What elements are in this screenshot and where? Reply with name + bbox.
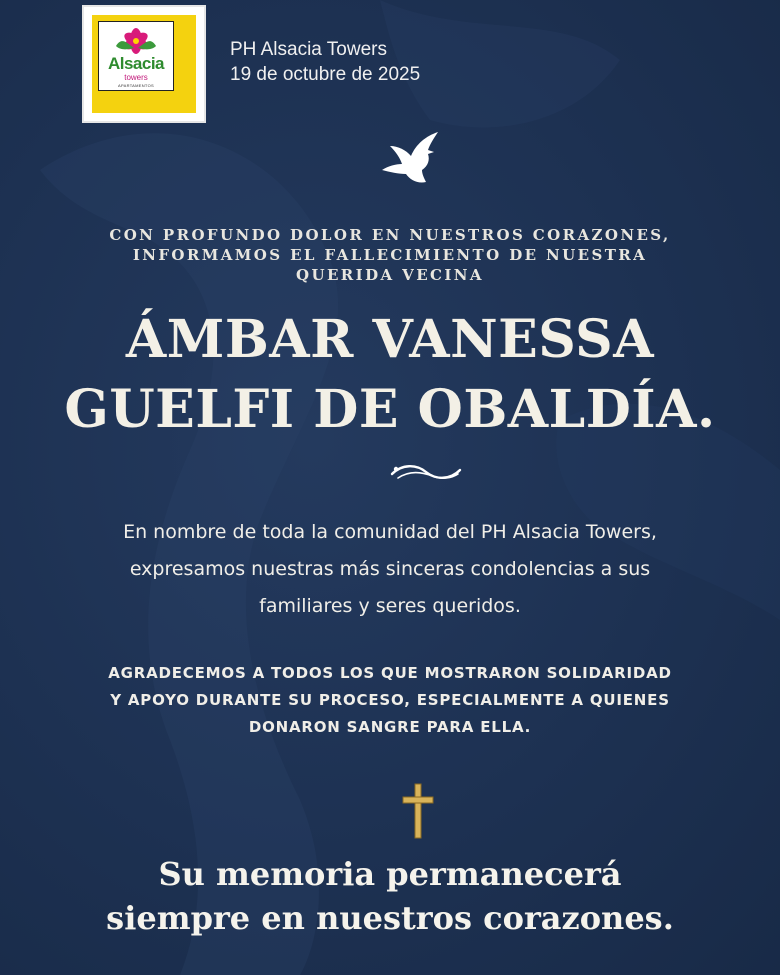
notice-date: 19 de octubre de 2025 xyxy=(230,64,421,85)
thanks-line: Y APOYO DURANTE SU PROCESO, ESPECIALMENTE A QUIENES xyxy=(110,691,670,709)
cross-icon xyxy=(401,782,435,840)
org-name: PH Alsacia Towers xyxy=(230,39,387,60)
header-info xyxy=(230,37,420,87)
thanks-paragraph xyxy=(70,660,710,741)
condolence-paragraph xyxy=(60,514,720,625)
logo-inner-box xyxy=(98,21,174,91)
logo-brand-text: Alsacia xyxy=(107,54,165,73)
intro-line: CON PROFUNDO DOLOR EN NUESTROS CORAZONES, xyxy=(109,226,671,244)
logo-sub-text: towers xyxy=(124,73,148,82)
thanks-line: AGRADECEMOS A TODOS LOS QUE MOSTRARON SOLIDARIDAD xyxy=(108,664,672,682)
alsacia-logo xyxy=(82,5,206,123)
intro-line: INFORMAMOS EL FALLECIMIENTO DE NUESTRA xyxy=(132,246,648,264)
flower-icon xyxy=(112,26,160,56)
deceased-name xyxy=(30,305,750,445)
intro-text xyxy=(80,225,700,285)
condolence-line: familiares y seres queridos. xyxy=(259,595,521,617)
flourish-divider-icon xyxy=(388,460,464,484)
memory-line: siempre en nuestros corazones. xyxy=(106,899,674,937)
deceased-name-line: ÁMBAR VANESSA xyxy=(125,309,655,370)
dove-icon xyxy=(380,130,440,184)
memory-line: Su memoria permanecerá xyxy=(158,855,622,893)
thanks-line: DONARON SANGRE PARA ELLA. xyxy=(248,718,532,736)
deceased-name-line: GUELFI DE OBALDÍA. xyxy=(64,379,716,440)
intro-line: QUERIDA VECINA xyxy=(296,266,484,284)
condolence-line: En nombre de toda la comunidad del PH Alsacia Towers, xyxy=(123,521,657,543)
condolence-line: expresamos nuestras más sinceras condolencias a sus xyxy=(129,558,651,580)
logo-tagline: APARTAMENTOS xyxy=(118,83,154,88)
memory-message xyxy=(40,852,740,940)
